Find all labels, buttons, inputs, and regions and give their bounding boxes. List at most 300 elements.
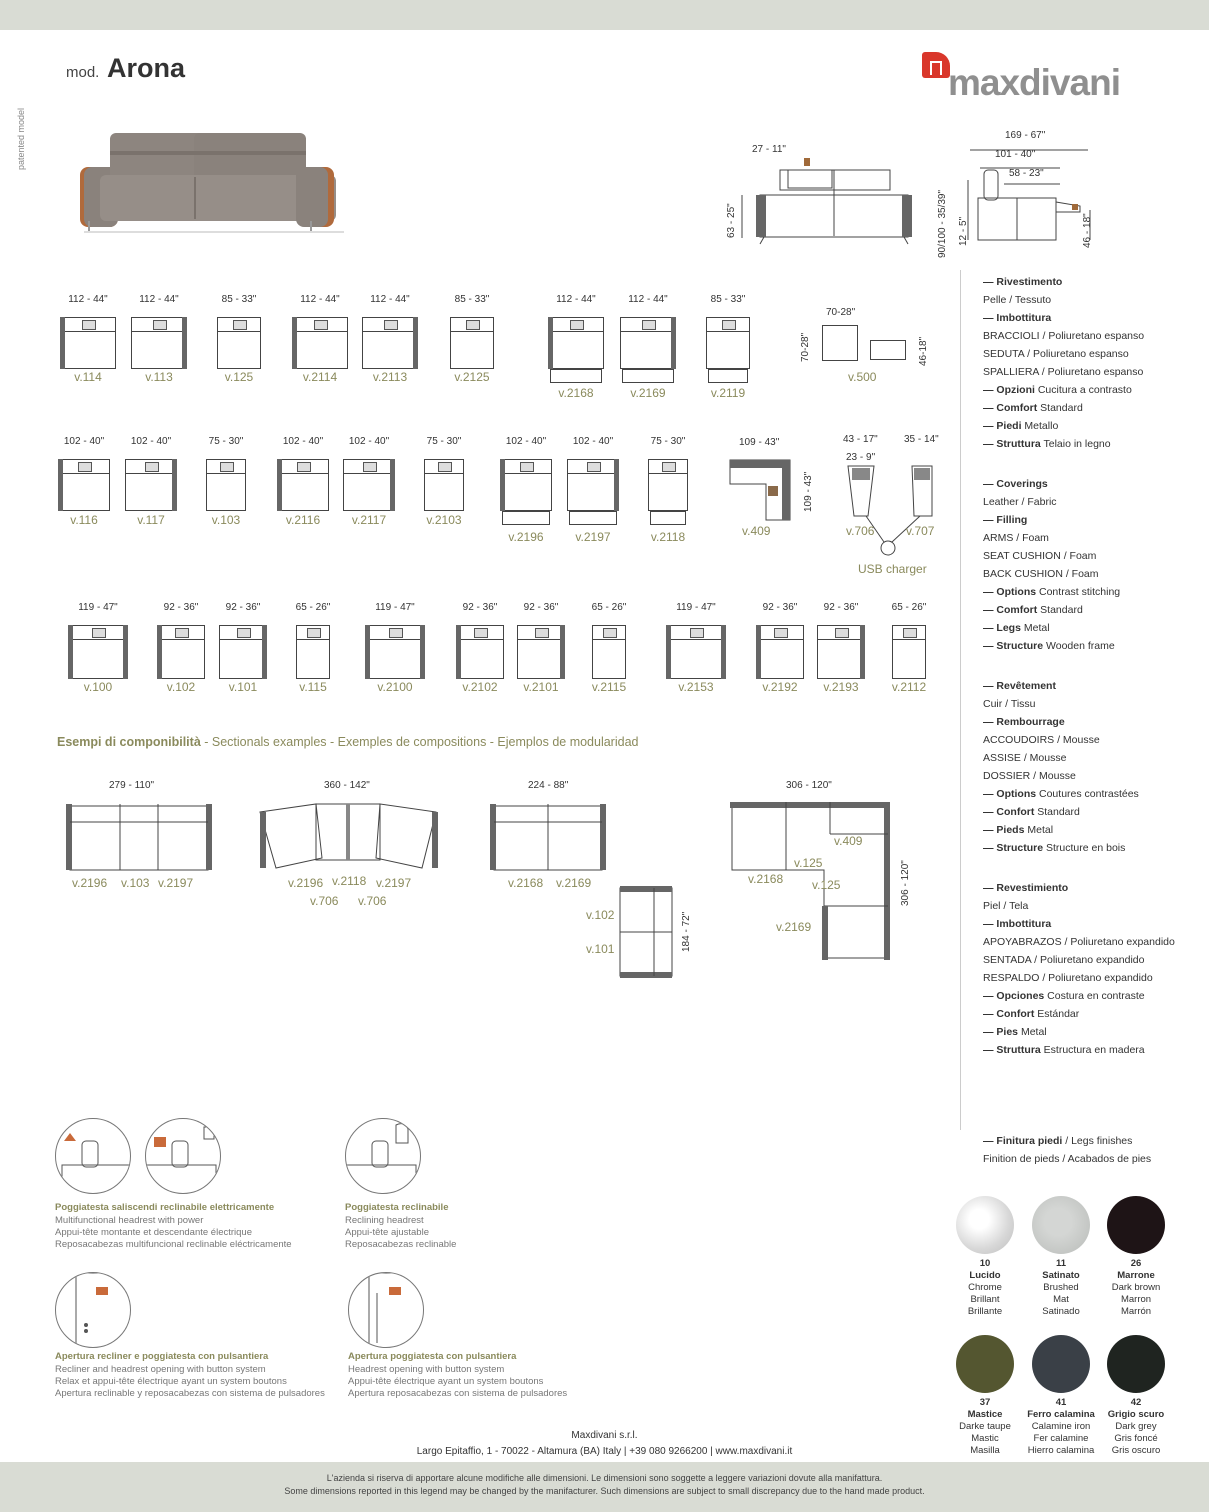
module-dim: 112 - 44" [300,294,340,305]
examples-heading-rest: - Sectionals examples - Exemples de compositions - Ejemplos de modularidad [200,735,639,749]
ex5-code-2: v.125 [794,856,823,870]
module-code: v.2103 [426,513,462,527]
finish-l3: Satinado [1042,1306,1080,1317]
armrest-right [182,317,187,369]
examples-heading-bold: Esempi di componibilità [57,735,201,749]
module-drawing [517,625,565,679]
brand-logo-icon [922,52,950,78]
feature-line: Recliner and headrest opening with button system [55,1364,266,1375]
finish-name: Grigio scuro [1107,1409,1165,1420]
spec-value: Leather / Fabric [983,496,1057,508]
headrest-icon [363,462,377,472]
headrest-icon [314,320,328,330]
armrest-right [721,625,726,679]
model-name: Arona [107,53,186,83]
module-code: v.117 [137,513,165,527]
armrest-left [157,625,162,679]
spec-key: — Structure [983,640,1044,652]
armrest-left [68,625,73,679]
module-dim: 65 - 26" [295,602,331,613]
module-code: v.2192 [762,680,798,694]
armrest-left [292,317,297,369]
spec-line [983,1008,1079,1020]
spec-value: APOYABRAZOS / Poliuretano expandido [983,936,1175,948]
ex5-code-3: v.125 [812,878,841,892]
spec-value: Estándar [1034,1008,1080,1020]
module-dim: 65 - 26" [591,602,627,613]
total-width-dim: 169 - 67" [1005,130,1046,141]
top-bar [0,0,1209,30]
module-drawing [217,317,261,369]
patented-label: patented model [16,107,26,170]
recliner-extension [569,511,617,525]
pouf-depth-dim: 70-28" [800,332,811,362]
finish-l1: Calamine iron [1031,1421,1091,1432]
module-dim: 75 - 30" [426,436,462,447]
feature-title: Poggiatesta saliscendi reclinabile elettricamente [55,1202,275,1213]
feature-line: Reclining headrest [345,1215,424,1226]
armrest-right [860,625,865,679]
armrest-right [123,625,128,679]
spec-value: Structure en bois [1043,842,1126,854]
wedge-modules-drawing [840,462,940,562]
spec-value: Estructura en madera [1040,1044,1145,1056]
pouf-side-view [870,340,906,360]
module-drawing [343,459,395,511]
armrest-right [614,459,619,511]
spec-line [983,312,1051,324]
front-view-drawing [720,140,940,250]
spec-value: Costura en contraste [1044,990,1145,1002]
headrest-buttons-icon [348,1272,424,1348]
spec-line [983,402,1083,414]
finishes-title-rest: / Legs finishes [1062,1135,1133,1147]
finish-l3: Marrón [1120,1306,1152,1317]
headrest-icon [153,320,167,330]
headrest-icon [389,628,403,638]
recliner-extension [550,369,602,383]
headrest-icon [237,628,251,638]
module-drawing [362,317,418,369]
ex5-dim: 306 - 120" [786,780,832,791]
spec-line [983,478,1048,490]
module-dim: 102 - 40" [505,436,547,447]
module-code: v.115 [299,680,327,694]
spec-line [983,734,1100,746]
spec-line [983,972,1153,984]
finish-num: 11 [1055,1258,1067,1269]
headrest-icon [520,462,534,472]
examples-heading [57,735,638,749]
module-drawing [131,317,187,369]
module-dim: 92 - 36" [823,602,859,613]
corner-module-drawing [728,458,792,522]
module-code: v.116 [70,513,98,527]
module-dim: 112 - 44" [370,294,410,305]
headrest-icon [570,320,584,330]
headrest-icon [145,462,159,472]
module-dim: 102 - 40" [63,436,105,447]
headrest-manual-icon [345,1118,421,1194]
finish-swatch [956,1335,1014,1393]
finish-l3: Gris oscuro [1111,1445,1161,1456]
spec-value: ARMS / Foam [983,532,1049,544]
recliner-buttons-icon [55,1272,131,1348]
spec-line [983,330,1144,342]
ex1-dim: 279 - 110" [109,780,155,791]
module-dim: 75 - 30" [208,436,244,447]
module-code: v.2197 [575,530,611,544]
finish-swatch [1032,1335,1090,1393]
module-dim: 75 - 30" [650,436,686,447]
spec-key: — Filling [983,514,1028,526]
module-dim: 102 - 40" [572,436,614,447]
spec-value: SEDUTA / Poliuretano espanso [983,348,1129,360]
spec-key: — Comfort [983,604,1038,616]
module-dim: 119 - 47" [375,602,415,613]
brand-name: maxdivani [948,62,1120,103]
module-code: v.102 [166,680,196,694]
headrest-icon [78,462,92,472]
spec-key: — Legs [983,622,1021,634]
module-drawing [296,625,330,679]
finish-swatch [1107,1335,1165,1393]
feature-line: Headrest opening with button system [348,1364,505,1375]
finish-name: Ferro calamina [1027,1409,1095,1420]
finish-l3: Hierro calamina [1027,1445,1095,1456]
spec-line [983,496,1057,508]
spec-key: — Imbottitura [983,312,1052,324]
module-dim: 85 - 33" [710,294,746,305]
finish-num: 42 [1130,1397,1142,1408]
finish-l1: Darke taupe [959,1421,1011,1432]
ex3-code-1: v.2168 [508,876,544,890]
armrest-left [666,625,671,679]
spec-value: Contrast stitching [1036,586,1121,598]
ex4-dim: 184 - 72" [681,911,692,952]
pouf-width-dim: 70-28" [826,307,856,318]
module-code: v.125 [224,370,254,384]
headrest-dim: 27 - 11" [752,144,786,155]
spec-key: — Opzioni [983,384,1035,396]
module-dim: 112 - 44" [139,294,179,305]
headrest-icon [220,462,234,472]
spec-line [983,294,1051,306]
spec-line [983,640,1115,652]
armrest-left [548,317,553,369]
finish-num: 26 [1130,1258,1142,1269]
headrest-icon [175,628,189,638]
ex1-drawing [64,800,214,876]
height-dim: 63 - 25" [726,203,737,238]
feature-line: Apertura reposacabezas con sistema de pulsadores [348,1388,568,1399]
finishes-title [983,1135,1132,1147]
module-code: v.2100 [377,680,413,694]
finish-l1: Dark grey [1115,1421,1157,1432]
spec-value: Coutures contrastées [1036,788,1139,800]
pouf-height-dim: 46-18" [918,336,929,366]
spec-line [983,276,1062,288]
module-code: v.2112 [891,680,927,694]
spec-line [983,622,1050,634]
spec-value: Wooden frame [1043,640,1115,652]
spec-line [983,366,1143,378]
specs-divider [960,270,961,1130]
module-dim: 112 - 44" [556,294,596,305]
spec-key: — Imbottitura [983,918,1052,930]
spec-value: SPALLIERA / Poliuretano espanso [983,366,1144,378]
wedge-dim-3: 23 - 9" [846,452,876,463]
spec-line [983,990,1145,1002]
module-drawing [892,625,926,679]
spec-key: — Revestimiento [983,882,1069,894]
headrest-icon [82,320,96,330]
corner-dim-vertical: 109 - 43" [803,471,814,512]
finish-name: Satinato [1042,1270,1080,1281]
headrest-icon [774,628,788,638]
finish-name: Marrone [1117,1270,1155,1281]
module-drawing [567,459,619,511]
finish-l3: Masilla [970,1445,1000,1456]
spec-line [983,918,1051,930]
pouf-code: v.500 [848,370,877,384]
spec-value: SEAT CUSHION / Foam [983,550,1097,562]
usb-charger-label: USB charger [858,562,927,576]
finish-l2: Brillant [970,1294,1000,1305]
module-drawing [706,317,750,369]
ex3-dim: 224 - 88" [528,780,569,791]
spec-value: DOSSIER / Mousse [983,770,1076,782]
spec-value: Cuir / Tissu [983,698,1036,710]
spec-key: — Opciones [983,990,1045,1002]
feature-title: Poggiatesta reclinabile [345,1202,449,1213]
armrest-left [500,459,505,511]
module-dim: 92 - 36" [163,602,199,613]
module-code: v.2101 [523,680,559,694]
finishes-subtitle: Finition de pieds / Acabados de pies [983,1153,1152,1165]
module-code: v.2125 [454,370,490,384]
module-code: v.2113 [372,370,408,384]
module-drawing [456,625,504,679]
armrest-right [671,317,676,369]
spec-value: Metal [1020,622,1050,634]
module-code: v.2114 [302,370,338,384]
module-dim: 102 - 40" [130,436,172,447]
wedge-dim-2: 35 - 14" [904,434,939,445]
module-drawing [58,459,110,511]
feature-title: Apertura poggiatesta con pulsantiera [348,1351,517,1362]
ex2-sub-2: v.706 [358,894,387,908]
armrest-left [60,317,65,369]
spec-line [983,550,1096,562]
feature-line: Multifunctional headrest with power [55,1215,204,1226]
ex2-code-2: v.2118 [332,874,367,888]
headrest-recline-power-icon [145,1118,221,1194]
disclaimer-it: L'azienda si riserva di apportare alcune modifiche alle dimensioni. Le dimensioni sono soggette a leggere variazioni dovute alla manifattura. [326,1473,883,1483]
headrest-icon [642,320,656,330]
module-drawing [548,317,604,369]
headrest-icon [307,628,321,638]
finish-name: Lucido [969,1270,1001,1281]
finish-l2: Mat [1053,1294,1069,1305]
module-code: v.103 [211,513,241,527]
armrest-right [262,625,267,679]
spec-value: Cucitura a contrasto [1034,384,1132,396]
spec-value: ACCOUDOIRS / Mousse [983,734,1100,746]
ex4-code-1: v.102 [586,908,615,922]
ex5-code-4: v.2169 [776,920,812,934]
module-code: v.2169 [630,386,666,400]
module-dim: 119 - 47" [676,602,716,613]
spec-line [983,1026,1047,1038]
disclaimer-en: Some dimensions reported in this legend may be changed by the manifacturer. Such dimensions are subject to small discrepancy due to the hand made product. [284,1486,925,1496]
feature-line: Appui-tête montante et descendante électrique [55,1227,252,1238]
module-drawing [292,317,348,369]
spec-key: — Pieds [983,824,1025,836]
spec-line [983,882,1068,894]
armrest-left [365,625,370,679]
spec-value: Pelle / Tessuto [983,294,1052,306]
ex3-drawing [488,800,608,876]
finish-label [1086,1258,1186,1318]
module-drawing [277,459,329,511]
finish-l2: Mastic [971,1433,999,1444]
module-drawing [68,625,128,679]
module-code: v.101 [228,680,258,694]
spec-value: Metal [1018,1026,1047,1038]
spec-value: Standard [1037,604,1083,616]
module-dim: 65 - 26" [891,602,927,613]
finish-swatch [956,1196,1014,1254]
finish-l2: Gris foncé [1114,1433,1158,1444]
ext-height-dim: 90/100 - 35/39" [937,189,948,258]
spec-key: — Pies [983,1026,1019,1038]
armrest-left [277,459,282,511]
finish-l2: Fer calamine [1033,1433,1089,1444]
seat-height-dim: 46 - 18" [1082,213,1093,248]
recliner-extension [622,369,674,383]
armrest-left [456,625,461,679]
module-drawing [157,625,205,679]
recliner-extension [502,511,550,525]
armrest-right [420,625,425,679]
spec-line [983,420,1058,432]
module-dim: 102 - 40" [282,436,324,447]
headrest-icon [92,628,106,638]
spec-value: Telaio in legno [1040,438,1111,450]
module-code: v.2117 [351,513,387,527]
feature-line: Appui-tête ajustable [345,1227,429,1238]
module-code: v.2102 [462,680,498,694]
company-address: Largo Epitaffio, 1 - 70022 - Altamura (BA) Italy | +39 080 9266200 | www.maxdivani.it [416,1446,793,1457]
module-code: v.2116 [285,513,321,527]
finish-l2: Marron [1120,1294,1152,1305]
module-code: v.114 [74,370,102,384]
spec-key: — Struttura [983,1044,1041,1056]
module-dim: 85 - 33" [221,294,257,305]
headrest-icon [722,320,736,330]
module-code: v.113 [145,370,173,384]
ex2-drawing [256,798,442,878]
module-code: v.100 [83,680,113,694]
module-dim: 112 - 44" [628,294,668,305]
spec-line [983,568,1099,580]
spec-value: SENTADA / Poliuretano expandido [983,954,1145,966]
finishes-title-bold: — Finitura piedi [983,1135,1063,1147]
headrest-icon [903,628,917,638]
spec-line [983,824,1053,836]
module-drawing [500,459,552,511]
module-drawing [756,625,804,679]
spec-line [983,680,1056,692]
module-drawing [125,459,177,511]
headrest-icon [662,462,676,472]
spec-key: — Struttura [983,438,1041,450]
spec-line [983,532,1049,544]
feature-line: Appui-tête électrique ayant un system boutons [348,1376,544,1387]
headrest-icon [587,462,601,472]
spec-value: Standard [1037,402,1083,414]
headrest-icon [438,462,452,472]
module-dim: 85 - 33" [454,294,490,305]
sofa-photo [70,125,360,240]
wedge-dim-1: 43 - 17" [843,434,878,445]
armrest-right [172,459,177,511]
spec-line [983,586,1120,598]
ex1-code-1: v.2196 [72,876,108,890]
spec-line [983,514,1027,526]
finish-swatch [1032,1196,1090,1254]
spec-key: — Comfort [983,402,1038,414]
finish-l1: Brushed [1043,1282,1079,1293]
spec-line [983,438,1111,450]
model-prefix: mod. [66,64,100,81]
spec-line [983,900,1028,912]
module-drawing [450,317,494,369]
ex2-sub-1: v.706 [310,894,339,908]
ex4-code-2: v.101 [586,942,615,956]
headrest-icon [233,320,247,330]
feature-line: Reposacabezas multifuncional reclinable eléctricamente [55,1239,292,1250]
module-drawing [592,625,626,679]
module-code: v.2193 [823,680,859,694]
depth-dim: 101 - 40" [995,149,1036,160]
module-drawing [206,459,246,511]
ex2-code-3: v.2197 [376,876,412,890]
spec-line [983,348,1129,360]
module-drawing [365,625,425,679]
feature-line: Apertura reclinable y reposacabezas con sistema de pulsadores [55,1388,325,1399]
spec-value: ASSISE / Mousse [983,752,1067,764]
module-drawing [666,625,726,679]
module-dim: 92 - 36" [462,602,498,613]
ex5-code-corner: v.409 [834,834,863,848]
module-code: v.2115 [591,680,627,694]
spec-key: — Options [983,788,1037,800]
module-code: v.2153 [678,680,714,694]
ex3-code-2: v.2169 [556,876,592,890]
leg-height-dim: 12 - 5" [958,216,969,246]
corner-dim: 109 - 43" [739,437,780,448]
spec-key: — Rembourrage [983,716,1065,728]
spec-key: — Confort [983,806,1035,818]
module-drawing [620,317,676,369]
feature-line: Relax et appui-tête électrique ayant un system boutons [55,1376,287,1387]
spec-line [983,788,1139,800]
module-code: v.2168 [558,386,594,400]
corner-code: v.409 [742,524,771,538]
module-drawing [817,625,865,679]
